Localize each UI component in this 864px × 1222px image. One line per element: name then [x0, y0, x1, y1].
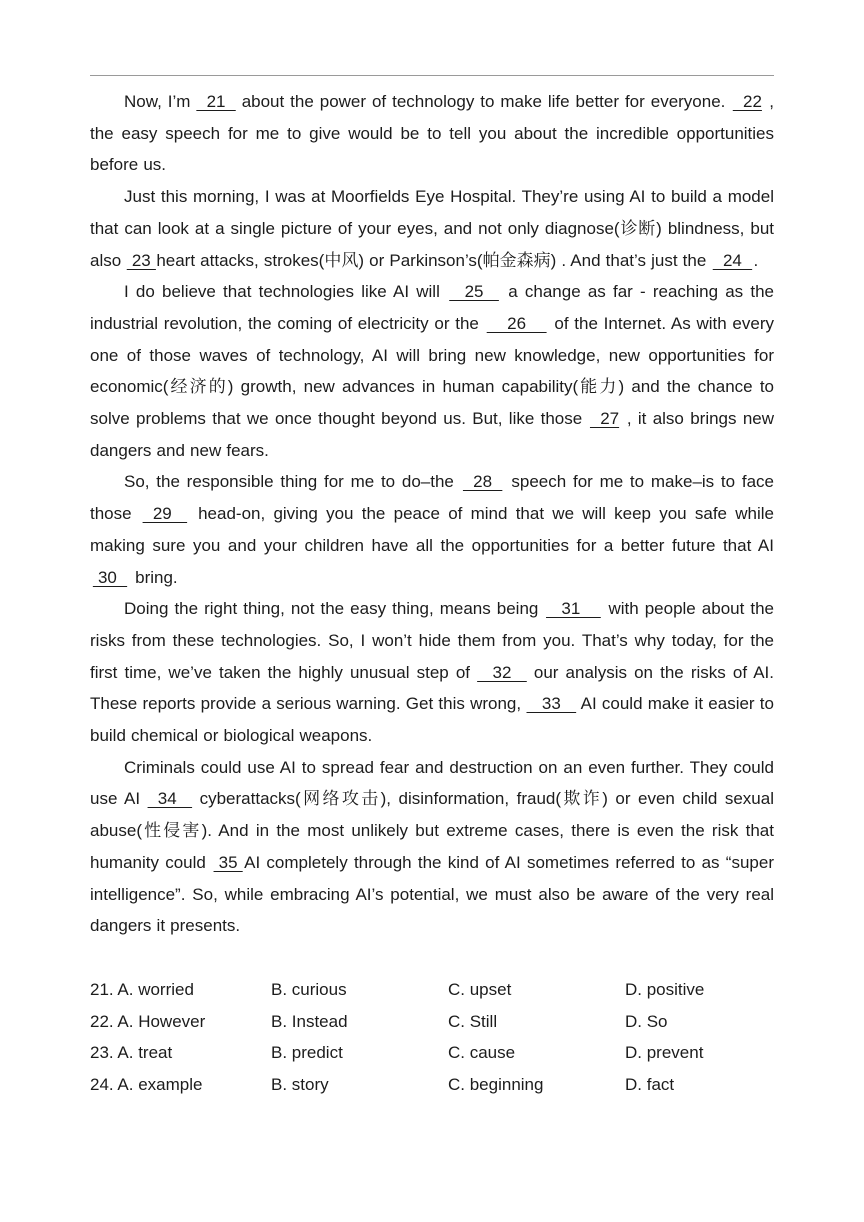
answer-blank: 28 — [462, 472, 503, 492]
passage-text: heart attacks, strokes(中风) or Parkinson’s(帕金森病) . And that’s just the — [156, 250, 712, 270]
answer-blank: 27 — [589, 409, 620, 429]
passage-text: with people about the risks from these technologies. So, I won’t hide them from you. That’s why today, for the first time, we’ve taken the highly unusual step of — [90, 599, 774, 682]
passage-text: , it also brings new dangers and new fears. — [90, 409, 775, 460]
passage-paragraph — [90, 276, 774, 466]
answer-blank: 22 — [732, 92, 762, 111]
passage-text: Now, I’m — [124, 92, 197, 111]
passage-text: Doing the right thing, not the easy thing, means being — [124, 599, 545, 619]
answer-blank: 31 — [546, 599, 601, 619]
option-item: C. upset — [448, 980, 512, 999]
answer-blank: 29 — [142, 504, 188, 524]
passage-text: our analysis on the risks of AI. These reports provide a serious warning. Get this wrong, — [90, 662, 774, 714]
passage-paragraph — [90, 752, 774, 942]
answer-options — [90, 974, 774, 1101]
answer-blank: 34 — [147, 789, 193, 809]
question-options-row — [90, 1037, 774, 1069]
option-item: C. beginning — [448, 1075, 544, 1095]
passage-paragraph — [90, 86, 774, 181]
question-options-row — [90, 1006, 774, 1038]
option-item: C. Still — [448, 1011, 498, 1031]
answer-blank: 23 — [126, 250, 156, 270]
passage-text: of the Internet. As with every one of those waves of technology, AI will bring new knowledge, new opportunities for economic(经济的) growth, new advances in human capability(能力) and the chance to solve problems that we once thought beyond us. But, like those — [90, 313, 774, 429]
answer-blank: 33 — [526, 694, 577, 714]
passage-text: , the easy speech for me to give would be to tell you about the incredible opportunities before us. — [90, 92, 775, 175]
passage-text: AI completely through the kind of AI sometimes referred to as “super intelligence”. So, while embracing AI’s potential, we must also be aware of the very real dangers it presents. — [90, 852, 774, 936]
passage-text: about the power of technology to make life better for everyone. — [235, 92, 732, 111]
option-item: 24. A. example — [90, 1075, 203, 1095]
passage-text: Just this morning, I was at Moorfields Eye Hospital. They’re using AI to build a model that can look at a single picture of your eyes, and not only diagnose(诊断) blindness, but also — [90, 187, 774, 270]
answer-blank: 26 — [486, 313, 547, 333]
option-item: B. curious — [271, 980, 347, 999]
passage-text: a change as far - reaching as the industrial revolution, the coming of electricity or the — [90, 282, 775, 333]
answer-blank: 35 — [213, 852, 243, 872]
passage-text: cyberattacks(网络攻击), disinformation, fraud(欺诈) or even child sexual abuse(性侵害). And in the most unlikely but extreme cases, there is even the risk that humanity could — [90, 789, 774, 872]
answer-blank: 30 — [92, 567, 128, 587]
passage-text: head-on, giving you the peace of mind that we will keep you safe while making sure you and your children have all the opportunities for a better future that AI — [90, 504, 774, 555]
passage-paragraph — [90, 593, 774, 752]
answer-blank: 32 — [477, 662, 527, 682]
answer-blank: 25 — [449, 282, 499, 302]
option-item: C. cause — [448, 1043, 516, 1063]
option-item: D. So — [625, 1011, 668, 1031]
option-item: B. predict — [271, 1043, 343, 1063]
option-item: B. story — [271, 1075, 329, 1095]
passage-text: . — [753, 250, 759, 270]
passage-paragraph — [90, 181, 774, 276]
option-item: D. fact — [625, 1075, 675, 1095]
answer-blank: 24 — [712, 250, 753, 270]
passage-text: AI could make it easier to build chemical or biological weapons. — [90, 694, 774, 746]
question-options-row — [90, 974, 774, 1006]
option-item: B. Instead — [271, 1011, 348, 1031]
option-item: D. positive — [625, 980, 705, 999]
answer-blank: 21 — [196, 92, 236, 111]
cloze-passage — [90, 86, 774, 942]
option-item: D. prevent — [625, 1043, 704, 1063]
passage-text: speech for me to make–is to face those — [90, 472, 774, 524]
passage-paragraph — [90, 466, 774, 593]
passage-text: Criminals could use AI to spread fear and destruction on an even further. They could use AI — [90, 757, 774, 809]
passage-text: I do believe that technologies like AI will — [124, 282, 448, 302]
passage-text: bring. — [130, 567, 178, 587]
passage-text: So, the responsible thing for me to do–the — [124, 472, 461, 492]
option-item: 21. A. worried — [90, 980, 194, 999]
option-item: 22. A. However — [90, 1011, 206, 1031]
question-options-row — [90, 1069, 774, 1101]
header-divider — [90, 75, 774, 76]
option-item: 23. A. treat — [90, 1043, 173, 1063]
